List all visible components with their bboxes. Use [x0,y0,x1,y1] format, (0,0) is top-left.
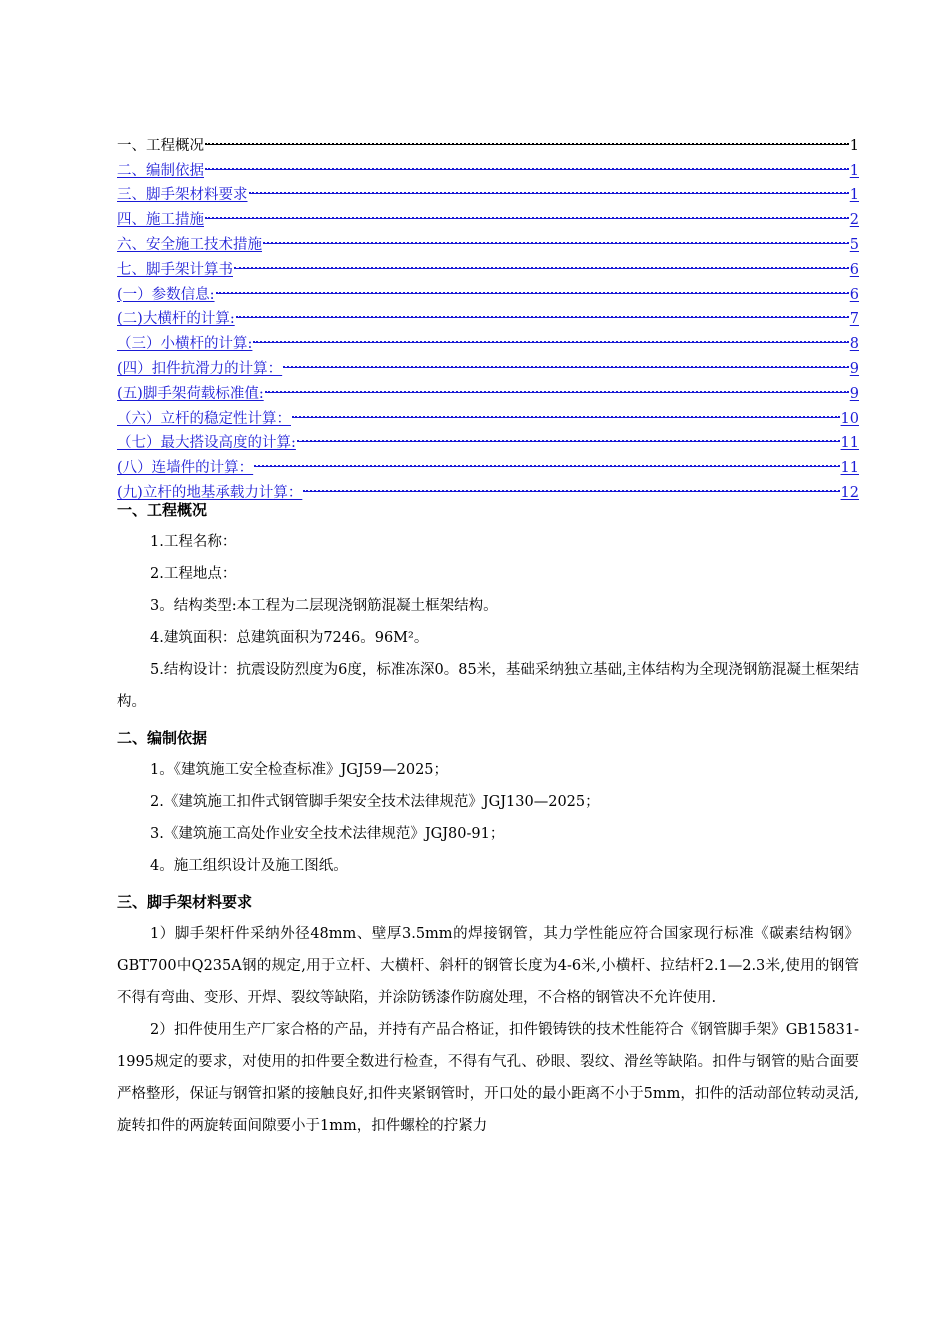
toc-entry-title: (一）参数信息: [117,286,215,303]
paragraph: 3。结构类型:本工程为二层现浇钢筋混凝土框架结构。 [150,598,498,614]
toc-entry-page: 8 [849,336,859,353]
section-heading: 一、工程概况 [117,501,208,519]
toc-entry-title: 四、施工措施 [117,212,204,229]
toc-leader-dots [297,417,840,443]
toc-leader-dots [216,268,849,294]
section-heading: 三、脚手架材料要求 [117,893,253,911]
paragraph: 1.工程名称： [150,534,237,550]
paragraph: 2.《建筑施工扣件式钢管脚手架安全技术法律规范》JGJ130—2025； [150,794,600,810]
toc-entry-page: 12 [840,484,859,501]
paragraph: 4.建筑面积：总建筑面积为7246。96M²。 [150,630,429,646]
toc-entry-page: 11 [840,460,859,477]
toc-entry-page: 9 [849,385,859,402]
toc-leader-dots [283,342,849,368]
toc-entry-title: (九)立杆的地基承载力计算： [117,484,303,501]
paragraph: 3.《建筑施工高处作业安全技术法律规范》JGJ80-91； [150,826,505,842]
toc-entry-page: 5 [849,236,859,253]
toc-leader-dots [236,293,849,319]
toc-leader-dots [265,367,849,393]
toc-entry-page: 2 [849,212,859,229]
toc-leader-dots [205,193,849,219]
toc-leader-dots [205,144,849,170]
toc-entry-page: 1 [849,137,859,154]
toc-entry-title: （七）最大搭设高度的计算: [117,435,296,452]
toc-entry-page: 6 [849,286,859,303]
paragraph: 2.工程地点： [150,566,237,582]
paragraph: 4。施工组织设计及施工图纸。 [150,858,348,874]
paragraph: 1。《建筑施工安全检查标准》JGJ59—2025； [150,762,449,778]
toc-entry-page: 11 [840,435,859,452]
toc-leader-dots [205,119,849,145]
toc-entry-title: 三、脚手架材料要求 [117,187,248,204]
toc-entry-title: 二、编制依据 [117,162,204,179]
toc-entry-title: 六、安全施工技术措施 [117,236,262,253]
table-of-contents [117,124,859,501]
toc-leader-dots [254,441,839,467]
toc-leader-dots [303,466,839,492]
toc-entry-page: 9 [849,360,859,377]
toc-entry-title: (四）扣件抗滑力的计算： [117,360,283,377]
paragraph: 5.结构设计：抗震设防烈度为6度，标准冻深0。85米，基础采纳独立基础,主体结构为全现浇钢筋混凝土框架结构。 [117,662,859,710]
toc-entry-title: 一、工程概况 [117,137,204,154]
toc-leader-dots [263,218,849,244]
toc-entry-title: （三）小横杆的计算: [117,336,253,353]
toc-entry-page: 10 [840,410,859,427]
toc-entry-title: (八）连墙件的计算： [117,460,254,477]
toc-entry-page: 1 [849,187,859,204]
toc-leader-dots [292,392,840,418]
document-body [117,496,859,1142]
toc-entry-page: 6 [849,261,859,278]
toc-entry-page: 1 [849,162,859,179]
paragraph: 1）脚手架杆件采纳外径48mm、壁厚3.5mm的焊接钢管，其力学性能应符合国家现行标准《碳素结构钢》GBT700中Q235A钢的规定,用于立杆、大横杆、斜杆的钢管长度为4-6米,小横杆、拉结杆2.1—2.3米,使用的钢管不得有弯曲、变形、开焊、裂纹等缺陷，并涂防锈漆作防腐处理，不合格的钢管决不允许使用. [117,926,859,1006]
toc-leader-dots [234,243,849,269]
toc-entry-title: (二)大横杆的计算: [117,311,235,328]
toc-entry-title: （六）立杆的稳定性计算： [117,410,291,427]
section-heading: 二、编制依据 [117,729,208,747]
paragraph: 2）扣件使用生产厂家合格的产品，并持有产品合格证，扣件锻铸铁的技术性能符合《钢管脚手架》GB15831-1995规定的要求，对使用的扣件要全数进行检查，不得有气孔、砂眼、裂纹、滑丝等缺陷。扣件与钢管的贴合面要严格整形，保证与钢管扣紧的接触良好,扣件夹紧钢管时，开口处的最小距离不小于5mm，扣件的活动部位转动灵活,旋转扣件的两旋转面间隙要小于1mm，扣件螺栓的拧紧力 [117,1022,859,1134]
toc-entry-title: (五)脚手架荷载标准值: [117,385,264,402]
toc-leader-dots [253,317,848,343]
toc-leader-dots [249,169,849,195]
toc-entry-title: 七、脚手架计算书 [117,261,233,278]
toc-entry-page: 7 [849,311,859,328]
